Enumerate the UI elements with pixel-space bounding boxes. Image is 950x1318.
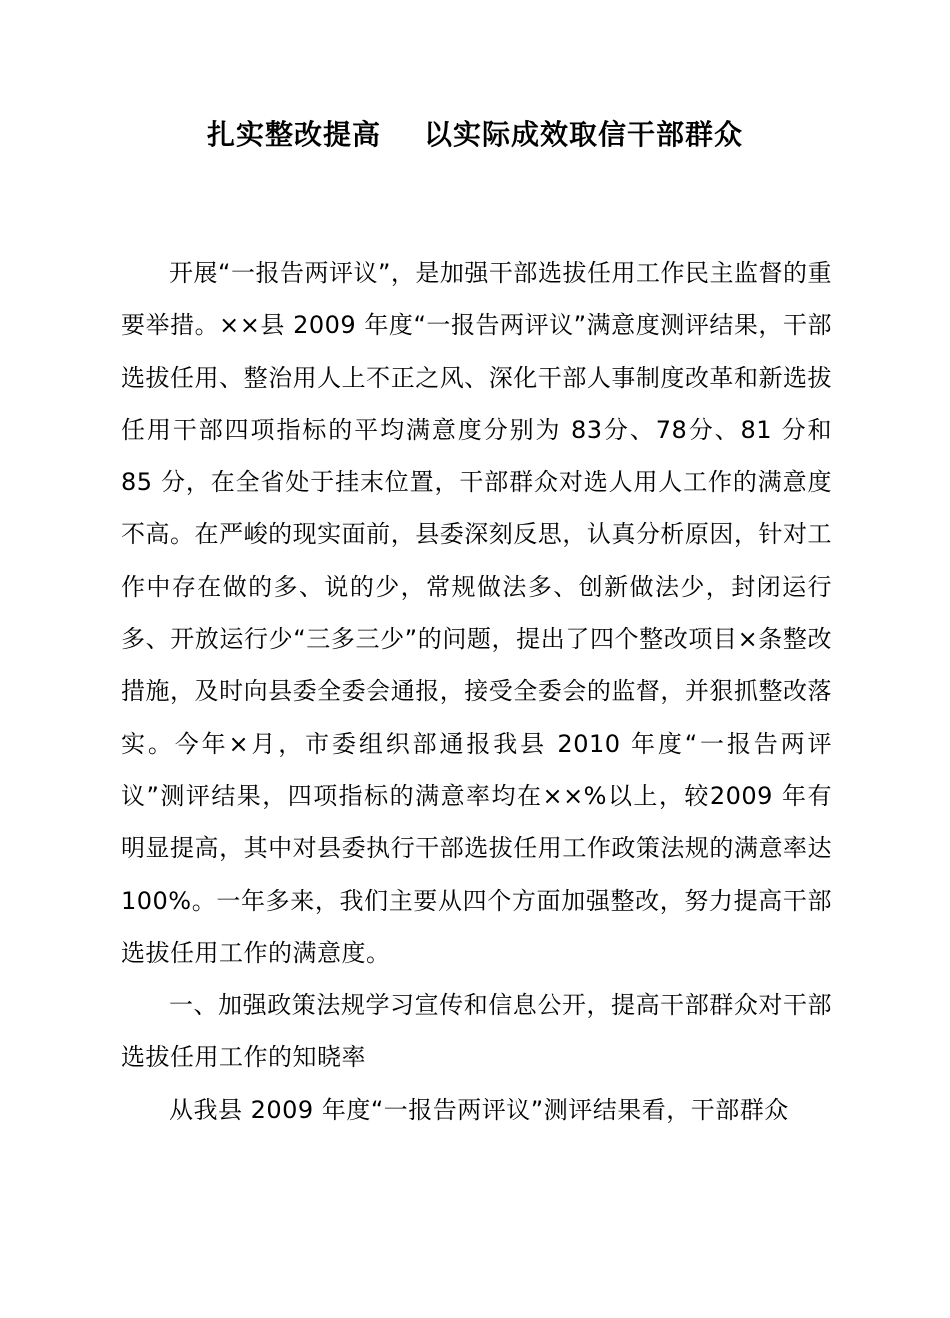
document-body [121, 247, 832, 1136]
document-title: 扎实整改提高 以实际成效取信干部群众 [207, 118, 743, 151]
paragraph-intro: 开展“一报告两评议”，是加强干部选拔任用工作民主监督的重要举措。××县 2009 年度“一报告两评议”满意度测评结果，干部选拔任用、整治用人上不正之风、深化干部人事制度改革和新选拔任用干部四项指标的平均满意度分别为 83分、78分、81 分和 85 分，在全省处于挂末位置，干部群众对选人用人工作的满意度不高。在严峻的现实面前，县委深刻反思，认真分析原因，针对工作中存在做的多、说的少，常规做法多、创新做法少，封闭运行多、开放运行少“三多三少”的问题，提出了四个整改项目×条整改措施，及时向县委全委会通报，接受全委会的监督，并狠抓整改落实。今年×月，市委组织部通报我县 2010 年度“一报告两评议”测评结果，四项指标的满意率均在××%以上，较2009 年有明显提高，其中对县委执行干部选拔任用工作政策法规的满意率达 100%。一年多来，我们主要从四个方面加强整改，努力提高干部选拔任用工作的满意度。 [121, 259, 832, 967]
paragraph-section-1: 从我县 2009 年度“一报告两评议”测评结果看，干部群众 [169, 1095, 789, 1124]
section-heading-1: 一、加强政策法规学习宣传和信息公开，提高干部群众对干部选拔任用工作的知晓率 [121, 991, 832, 1072]
